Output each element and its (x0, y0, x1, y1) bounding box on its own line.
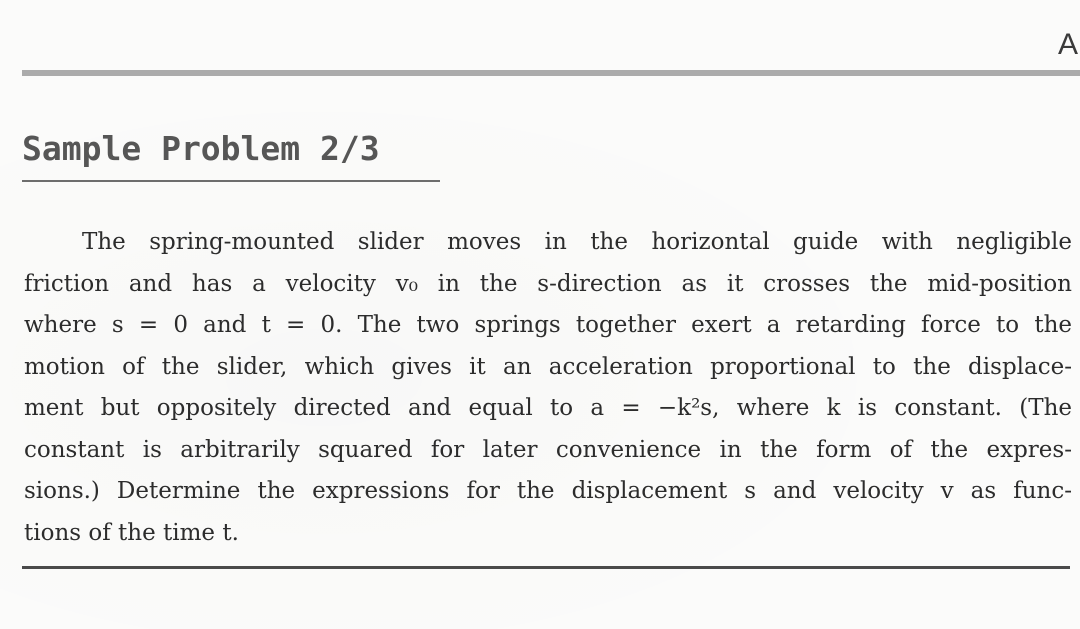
sample-problem-title: Sample Problem 2/3 (22, 129, 380, 168)
problem-line-5: ment but oppositely directed and equal to a = −k²s, where k is constant. (The (24, 395, 1072, 421)
problem-line-6: constant is arbitrarily squared for later convenience in the form of the expres- (24, 436, 1072, 463)
title-underline (22, 180, 440, 182)
problem-line-7: sions.) Determine the expressions for the displacement s and velocity v as func- (24, 478, 1072, 504)
corner-page-letter: A (1058, 28, 1079, 61)
problem-line-2: friction and has a velocity v₀ in the s-direction as it crosses the mid-position (24, 270, 1072, 297)
problem-line-8: tions of the time t. (24, 519, 239, 546)
top-divider-rule (22, 70, 1080, 76)
problem-line-1: The spring-mounted slider moves in the horizontal guide with negligible (82, 229, 1072, 255)
problem-line-3: where s = 0 and t = 0. The two springs together exert a retarding force to the (24, 312, 1072, 338)
problem-statement (24, 222, 1072, 554)
bottom-divider-rule (22, 566, 1070, 569)
problem-line-4: motion of the slider, which gives it an acceleration proportional to the displace- (24, 353, 1072, 380)
